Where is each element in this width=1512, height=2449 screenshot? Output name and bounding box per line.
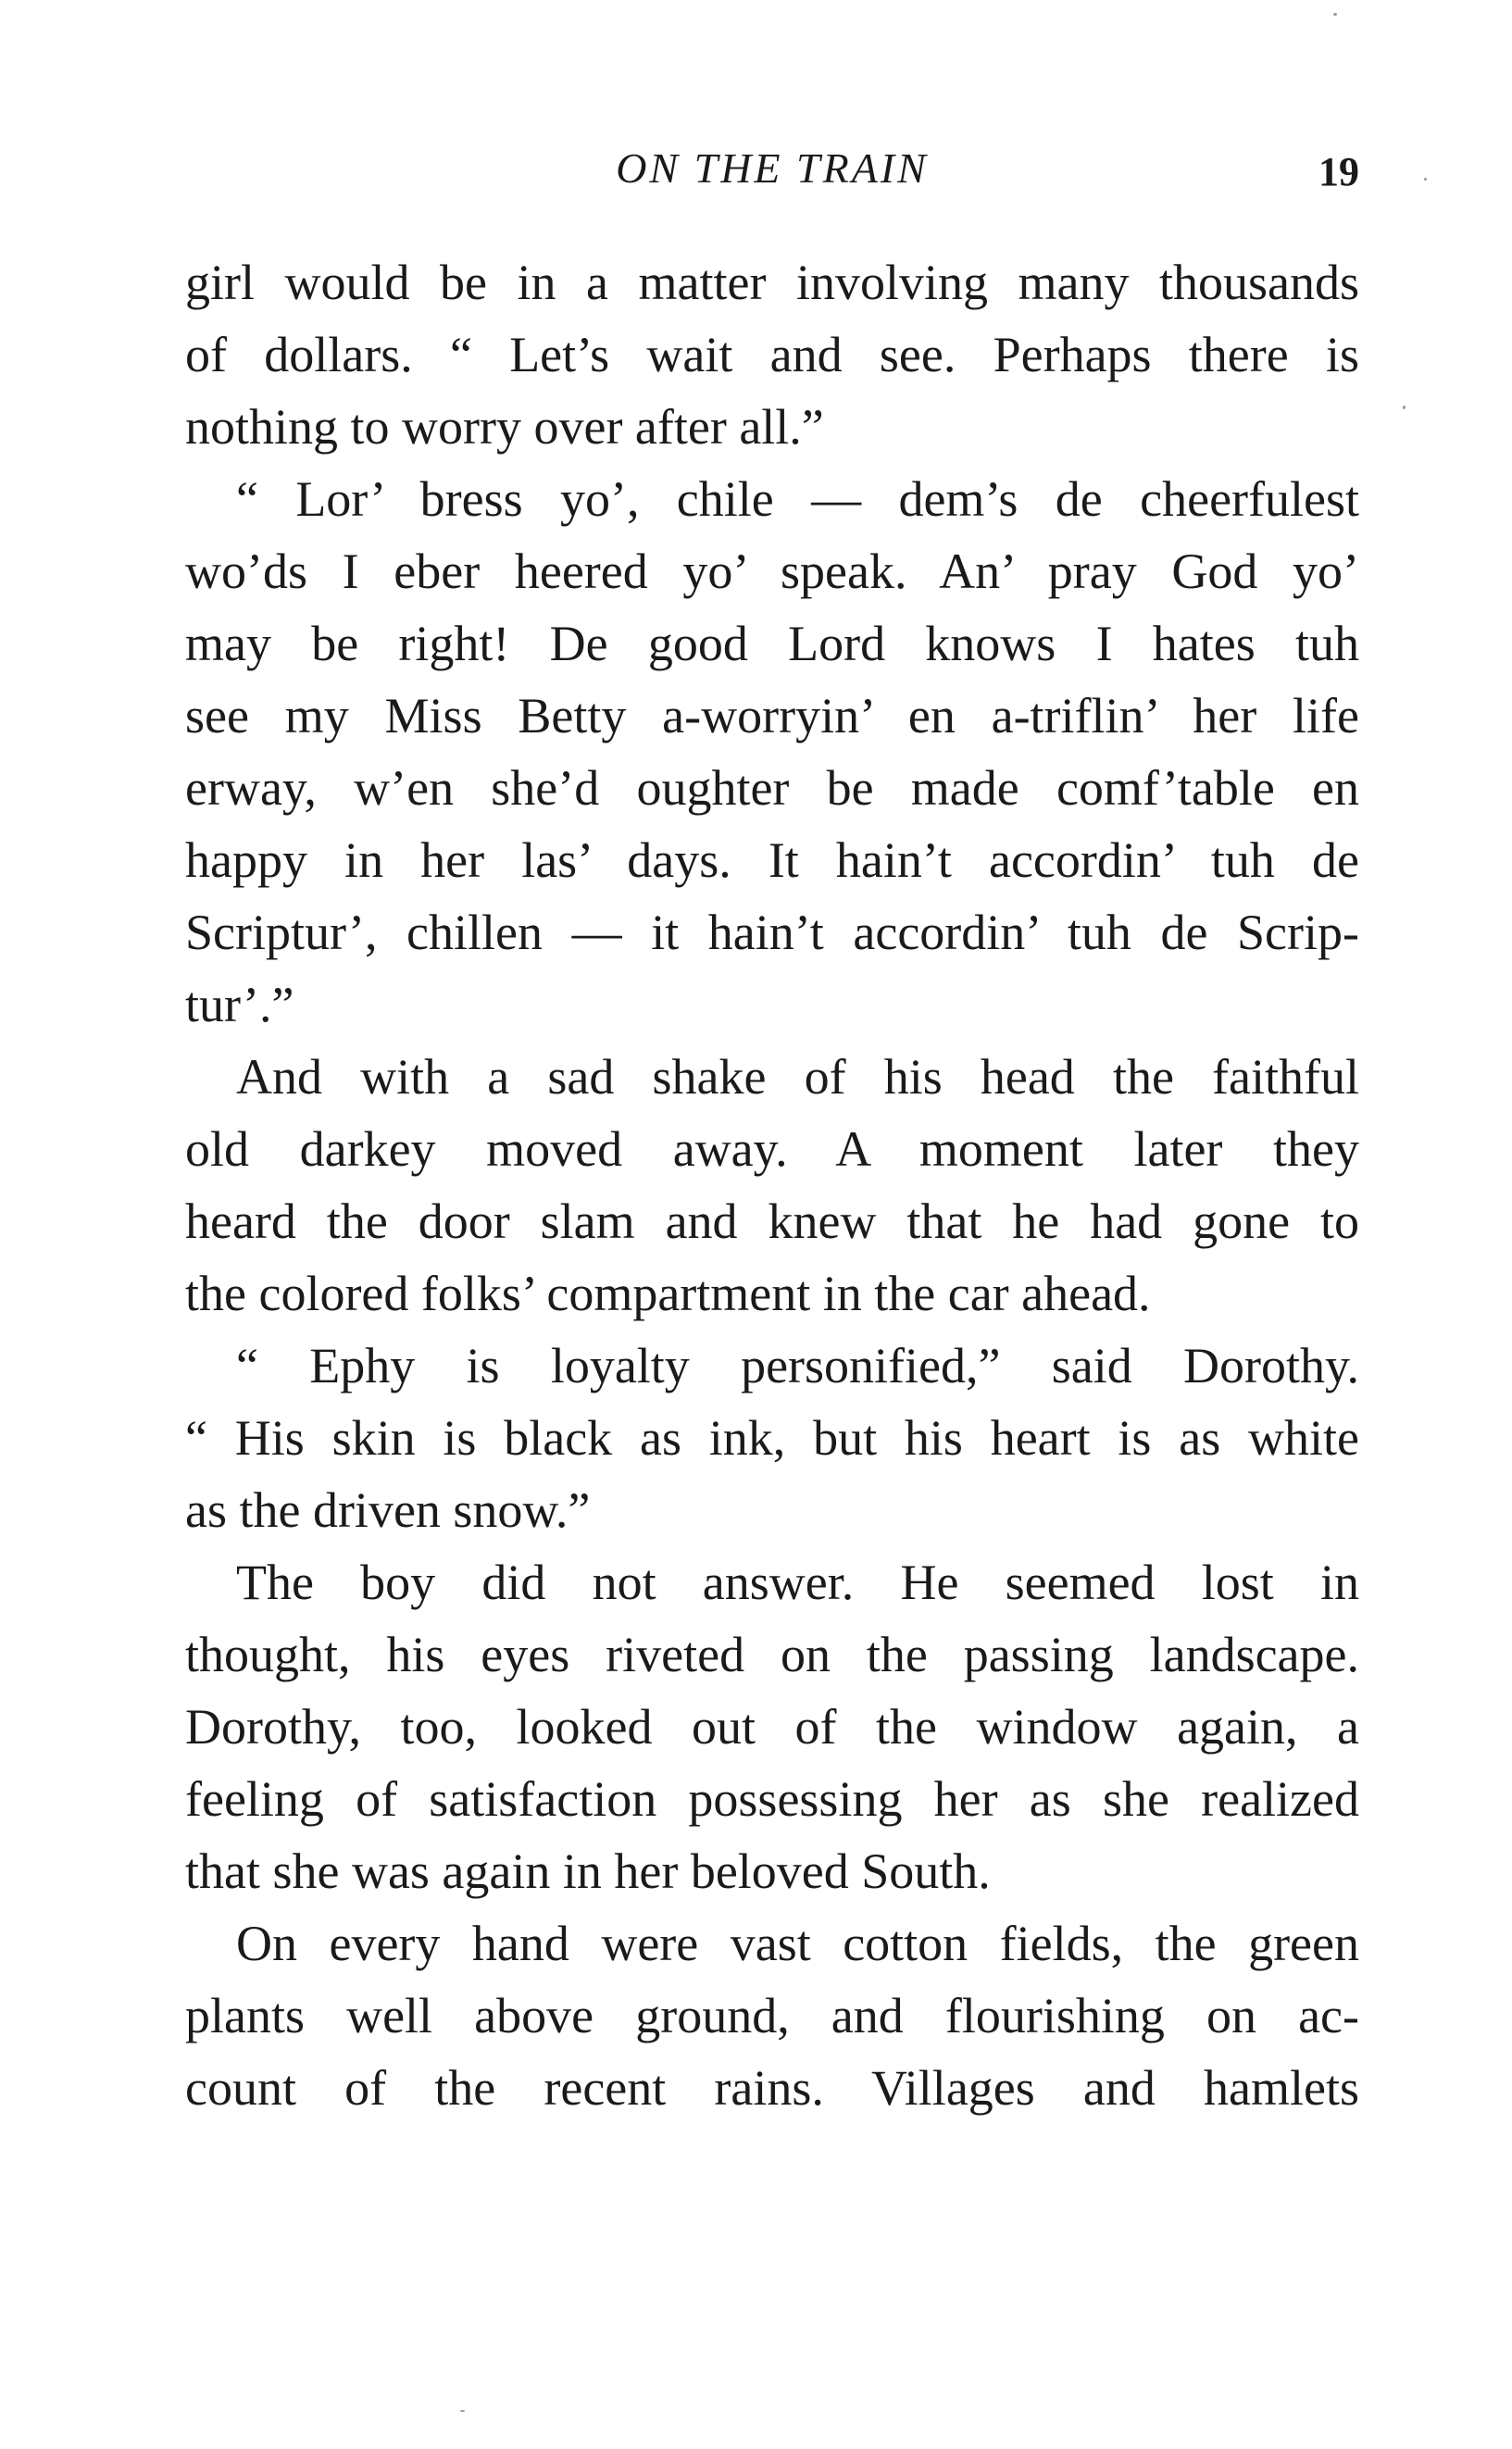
text-line: may be right! De good Lord knows I hates tuh [185,616,1359,671]
body-text [185,246,1359,2124]
text-line: feeling of satisfaction possessing her as she realized [185,1771,1359,1827]
scan-speck [1424,178,1427,181]
text-line: erway, w’en she’d oughter be made comf’table en [185,760,1359,816]
text-line: The boy did not answer. He seemed lost in [236,1555,1359,1610]
text-line: see my Miss Betty a-worryin’ en a-triflin’ her life [185,688,1359,743]
text-line: wo’ds I eber heered yo’ speak. An’ pray God yo’ [185,544,1359,599]
text-line: as the driven snow.” [185,1482,591,1538]
text-line: “ Ephy is loyalty personified,” said Dorothy. [236,1338,1359,1393]
scan-speck [460,2410,465,2412]
text-line: the colored folks’ compartment in the car ahead. [185,1266,1151,1321]
running-title: ON THE TRAIN [616,144,929,192]
text-line: that she was again in her beloved South. [185,1843,991,1899]
text-line: On every hand were vast cotton fields, the green [236,1916,1359,1971]
text-line: plants well above ground, and flourishing on ac- [185,1988,1359,2043]
running-header [185,141,1359,196]
text-line: thought, his eyes riveted on the passing landscape. [185,1627,1359,1682]
text-line: girl would be in a matter involving many thousands [185,255,1359,310]
page-number: 19 [1318,149,1359,194]
text-line: old darkey moved away. A moment later they [185,1121,1359,1177]
text-line: Dorothy, too, looked out of the window again, a [185,1699,1359,1755]
text-line: heard the door slam and knew that he had gone to [185,1193,1359,1249]
text-line: tur’.” [185,977,294,1032]
scan-speck [1403,406,1406,409]
text-line: nothing to worry over after all.” [185,399,824,455]
text-line: “ Lor’ bress yo’, chile — dem’s de cheerfulest [236,471,1359,527]
text-line: happy in her las’ days. It hain’t accordin’ tuh de [185,832,1359,888]
text-line: of dollars. “ Let’s wait and see. Perhaps there is [185,327,1359,382]
text-line: And with a sad shake of his head the faithful [236,1049,1359,1105]
scan-speck [1333,13,1337,16]
text-line: “ His skin is black as ink, but his heart is as white [185,1410,1359,1466]
text-line: Scriptur’, chillen — it hain’t accordin’ tuh de Scrip- [185,905,1359,960]
text-line: count of the recent rains. Villages and hamlets [185,2060,1359,2116]
